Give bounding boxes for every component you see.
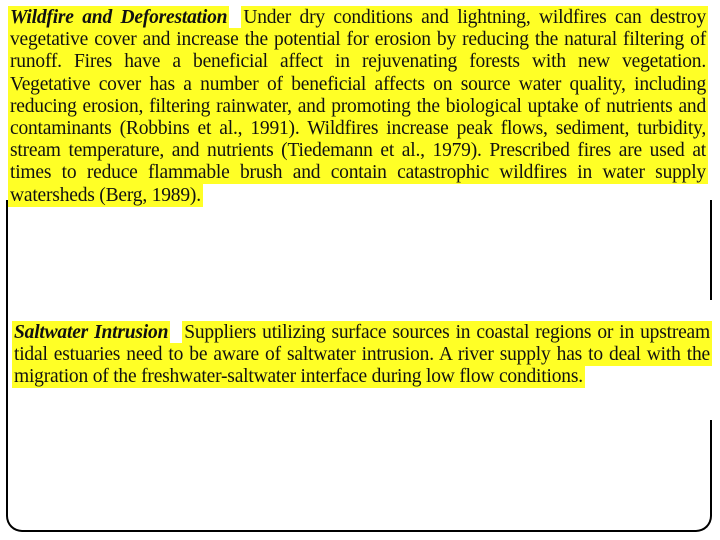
paragraph-wildfire <box>8 7 708 207</box>
heading-wildfire: Wildfire and Deforestation <box>10 7 228 28</box>
paragraph-saltwater <box>12 322 712 389</box>
body-wildfire: Under dry conditions and lightning, wildfires can destroy vegetative cover and increase the potential for erosion by reducing the natural filtering of runoff. Fires have a beneficial affect in rejuvenating forests with new vegetation. Vegetative cover has a number of beneficial affects on source water quality, including reducing erosion, filtering rainwater, and promoting the biological uptake of nutrients and contaminants (Robbins et al., 1991). Wildfires increase peak flows, sediment, turbidity, stream temperature, and nutrients (Tiedemann et al., 1979). Prescribed fires are used at times to reduce flammable brush and contain catastrophic wildfires in water supply watersheds (Berg, 1989). <box>10 7 706 206</box>
body-saltwater: Suppliers utilizing surface sources in coastal regions or in upstream tidal estuaries need to be aware of saltwater intrusion. A river supply has to deal with the migration of the freshwater-saltwater interface during low flow conditions. <box>14 322 710 388</box>
heading-saltwater: Saltwater Intrusion <box>14 322 169 343</box>
